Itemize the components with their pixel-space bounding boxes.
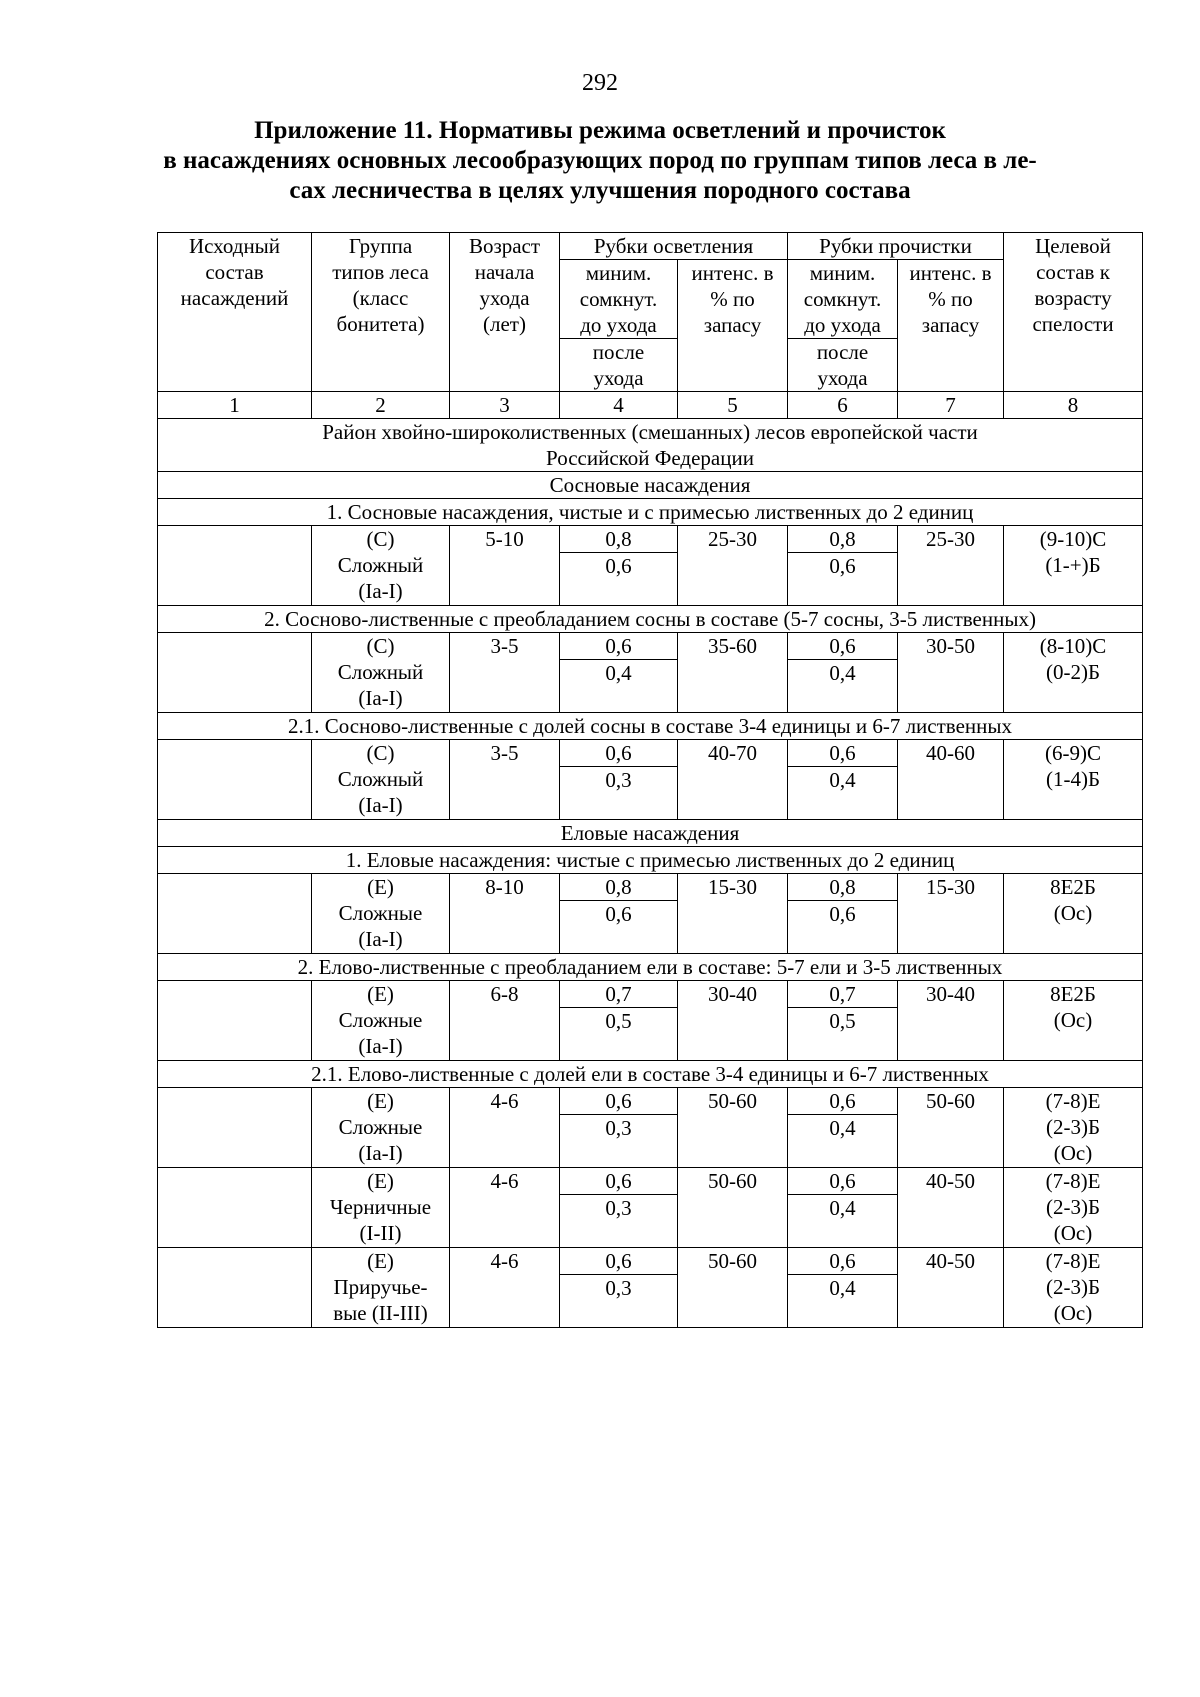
- cell-cleaning-before: 0,6: [788, 633, 898, 660]
- cell-cleaning-intensity: 40-60: [898, 740, 1004, 820]
- header-start-age: Возраст начала ухода (лет): [450, 233, 560, 392]
- cell-group: (Е) Приручье- вые (II-III): [312, 1248, 450, 1328]
- cell-clearing-after: 0,3: [560, 1115, 678, 1168]
- cell-clearing-intensity: 25-30: [678, 526, 788, 606]
- cell-target: 8Е2Б (Ос): [1004, 874, 1143, 954]
- section-header: Сосновые насаждения: [158, 472, 1143, 499]
- table-row: [158, 740, 1143, 767]
- cell-cleaning-intensity: 40-50: [898, 1168, 1004, 1248]
- header-initial-composition: Исходный состав насаждений: [158, 233, 312, 392]
- cell-cleaning-after: 0,5: [788, 1008, 898, 1061]
- subsection-header: 2.1. Сосново-лиственные с долей сосны в составе 3-4 единицы и 6-7 лиственных: [158, 713, 1143, 740]
- table-row: [158, 1088, 1143, 1115]
- col-number: 2: [312, 392, 450, 419]
- header-target-composition: Целевой состав к возрасту спелости: [1004, 233, 1143, 392]
- cell-cleaning-intensity: 15-30: [898, 874, 1004, 954]
- col-number: 7: [898, 392, 1004, 419]
- cell-cleaning-intensity: 30-50: [898, 633, 1004, 713]
- subsection-header: 2. Елово-лиственные с преобладанием ели в составе: 5-7 ели и 3-5 лиственных: [158, 954, 1143, 981]
- norms-table: [157, 232, 1143, 1328]
- cell-initial: [158, 1088, 312, 1168]
- cell-cleaning-after: 0,4: [788, 1115, 898, 1168]
- table-row: [158, 981, 1143, 1008]
- cell-age: 3-5: [450, 740, 560, 820]
- cell-group: (Е) Сложные (Iа-I): [312, 1088, 450, 1168]
- subsection-header: 1. Сосновые насаждения, чистые и с примесью лиственных до 2 единиц: [158, 499, 1143, 526]
- cell-cleaning-intensity: 40-50: [898, 1248, 1004, 1328]
- cell-initial: [158, 874, 312, 954]
- cell-initial: [158, 1168, 312, 1248]
- cell-cleaning-before: 0,6: [788, 1248, 898, 1275]
- col-number: 8: [1004, 392, 1143, 419]
- cell-clearing-intensity: 50-60: [678, 1168, 788, 1248]
- cell-cleaning-after: 0,4: [788, 1275, 898, 1328]
- cell-clearing-before: 0,6: [560, 633, 678, 660]
- cell-target: (7-8)Е (2-3)Б (Ос): [1004, 1248, 1143, 1328]
- cell-target: (9-10)С (1-+)Б: [1004, 526, 1143, 606]
- section-header: Еловые насаждения: [158, 820, 1143, 847]
- cell-target: (8-10)С (0-2)Б: [1004, 633, 1143, 713]
- header-cleaning-cuts: Рубки прочистки: [788, 233, 1004, 260]
- table-row: [158, 1248, 1143, 1275]
- table-row: [158, 874, 1143, 901]
- cell-age: 8-10: [450, 874, 560, 954]
- col-number: 4: [560, 392, 678, 419]
- table-row: [158, 1168, 1143, 1195]
- cell-initial: [158, 526, 312, 606]
- cell-clearing-after: 0,4: [560, 660, 678, 713]
- subsection-header: 1. Еловые насаждения: чистые с примесью лиственных до 2 единиц: [158, 847, 1143, 874]
- cell-cleaning-after: 0,4: [788, 660, 898, 713]
- header-clearing-intensity: интенс. в % по запасу: [678, 260, 788, 392]
- cell-cleaning-after: 0,6: [788, 553, 898, 606]
- cell-clearing-after: 0,6: [560, 553, 678, 606]
- header-cleaning-intensity: интенс. в % по запасу: [898, 260, 1004, 392]
- cell-group: (Е) Черничные (I-II): [312, 1168, 450, 1248]
- title-line: сах лесничества в целях улучшения породного состава: [289, 177, 911, 204]
- header-clearing-after: после ухода: [560, 339, 678, 392]
- cell-cleaning-before: 0,6: [788, 1088, 898, 1115]
- cell-age: 4-6: [450, 1168, 560, 1248]
- cell-age: 6-8: [450, 981, 560, 1061]
- cell-clearing-after: 0,5: [560, 1008, 678, 1061]
- cell-clearing-intensity: 35-60: [678, 633, 788, 713]
- table-row: [158, 633, 1143, 660]
- cell-target: (7-8)Е (2-3)Б (Ос): [1004, 1168, 1143, 1248]
- cell-clearing-after: 0,3: [560, 1195, 678, 1248]
- cell-cleaning-before: 0,6: [788, 1168, 898, 1195]
- cell-cleaning-before: 0,7: [788, 981, 898, 1008]
- header-cleaning-min-density: миним. сомкнут. до ухода: [788, 260, 898, 339]
- col-number: 6: [788, 392, 898, 419]
- subsection-header: 2. Сосново-лиственные с преобладанием сосны в составе (5-7 сосны, 3-5 лиственных): [158, 606, 1143, 633]
- page-number: 292: [582, 70, 618, 96]
- region-header: Район хвойно-широколиственных (смешанных) лесов европейской части Российской Федерации: [158, 419, 1143, 472]
- cell-clearing-after: 0,3: [560, 767, 678, 820]
- cell-clearing-after: 0,6: [560, 901, 678, 954]
- cell-cleaning-before: 0,8: [788, 526, 898, 553]
- cell-clearing-before: 0,8: [560, 874, 678, 901]
- cell-target: (6-9)С (1-4)Б: [1004, 740, 1143, 820]
- cell-clearing-before: 0,6: [560, 1168, 678, 1195]
- cell-cleaning-before: 0,8: [788, 874, 898, 901]
- cell-group: (С) Сложный (Iа-I): [312, 740, 450, 820]
- cell-clearing-before: 0,6: [560, 1248, 678, 1275]
- cell-cleaning-intensity: 25-30: [898, 526, 1004, 606]
- cell-cleaning-before: 0,6: [788, 740, 898, 767]
- cell-target: (7-8)Е (2-3)Б (Ос): [1004, 1088, 1143, 1168]
- cell-clearing-before: 0,8: [560, 526, 678, 553]
- cell-age: 5-10: [450, 526, 560, 606]
- cell-clearing-before: 0,6: [560, 1088, 678, 1115]
- cell-cleaning-after: 0,4: [788, 767, 898, 820]
- table-row: [158, 526, 1143, 553]
- cell-cleaning-intensity: 50-60: [898, 1088, 1004, 1168]
- cell-clearing-intensity: 15-30: [678, 874, 788, 954]
- cell-clearing-after: 0,3: [560, 1275, 678, 1328]
- cell-clearing-intensity: 50-60: [678, 1088, 788, 1168]
- header-forest-type-group: Группа типов леса (класс бонитета): [312, 233, 450, 392]
- header-row: [158, 233, 1143, 260]
- subsection-header: 2.1. Елово-лиственные с долей ели в составе 3-4 единицы и 6-7 лиственных: [158, 1061, 1143, 1088]
- col-number: 3: [450, 392, 560, 419]
- cell-group: (Е) Сложные (Iа-I): [312, 981, 450, 1061]
- cell-group: (С) Сложный (Iа-I): [312, 526, 450, 606]
- col-number: 5: [678, 392, 788, 419]
- cell-cleaning-after: 0,4: [788, 1195, 898, 1248]
- column-numbers-row: [158, 392, 1143, 419]
- cell-clearing-intensity: 40-70: [678, 740, 788, 820]
- cell-initial: [158, 1248, 312, 1328]
- header-clearing-min-density: миним. сомкнут. до ухода: [560, 260, 678, 339]
- cell-target: 8Е2Б (Ос): [1004, 981, 1143, 1061]
- cell-clearing-before: 0,7: [560, 981, 678, 1008]
- cell-age: 3-5: [450, 633, 560, 713]
- title-line: Приложение 11. Нормативы режима осветлений и прочисток: [254, 117, 946, 144]
- header-cleaning-after: после ухода: [788, 339, 898, 392]
- cell-clearing-intensity: 50-60: [678, 1248, 788, 1328]
- col-number: 1: [158, 392, 312, 419]
- header-clearing-cuts: Рубки осветления: [560, 233, 788, 260]
- page-title: [100, 116, 1100, 206]
- cell-clearing-intensity: 30-40: [678, 981, 788, 1061]
- cell-initial: [158, 740, 312, 820]
- cell-age: 4-6: [450, 1248, 560, 1328]
- cell-cleaning-after: 0,6: [788, 901, 898, 954]
- cell-initial: [158, 633, 312, 713]
- cell-clearing-before: 0,6: [560, 740, 678, 767]
- cell-initial: [158, 981, 312, 1061]
- title-line: в насаждениях основных лесообразующих пород по группам типов леса в ле-: [163, 147, 1037, 174]
- cell-group: (С) Сложный (Iа-I): [312, 633, 450, 713]
- cell-age: 4-6: [450, 1088, 560, 1168]
- cell-cleaning-intensity: 30-40: [898, 981, 1004, 1061]
- cell-group: (Е) Сложные (Iа-I): [312, 874, 450, 954]
